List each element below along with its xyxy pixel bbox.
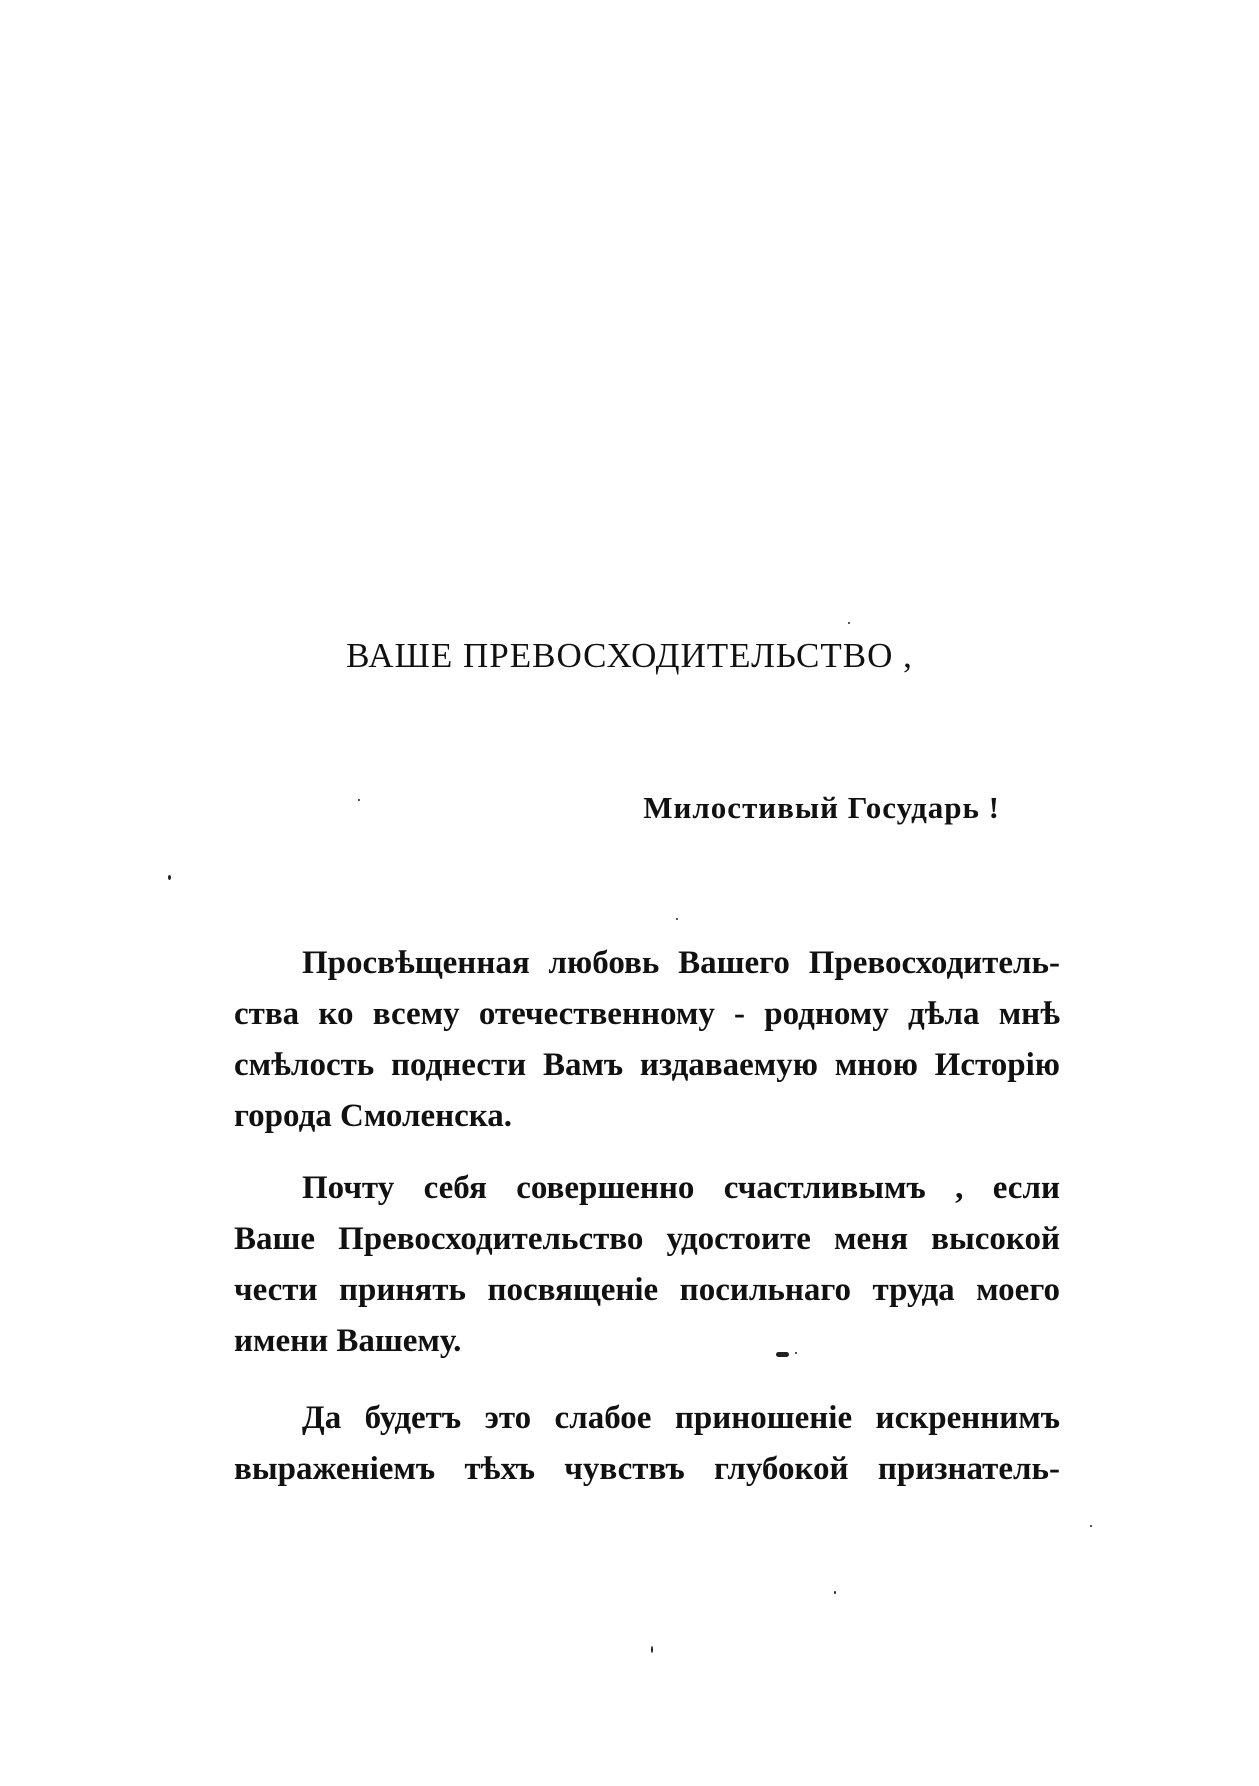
- scan-speck: [1090, 1525, 1092, 1527]
- scan-speck: [795, 1352, 797, 1354]
- paragraph-line: Просвѣщенная любовь Вашего Превосходитель-: [302, 945, 1060, 981]
- paragraph-line: смѣлость поднести Вамъ издаваемую мною Исторію: [234, 1047, 1060, 1083]
- paragraph-line: имени Вашему.: [234, 1323, 462, 1359]
- scan-speck: [676, 918, 678, 920]
- scan-speck: [834, 1591, 836, 1594]
- paragraph-line: чести принять посвященіе посильнаго труда моего: [234, 1272, 1060, 1308]
- paragraph-line: Почту себя совершенно счастливымъ , если: [302, 1170, 1060, 1206]
- paragraph-line: Ваше Превосходительство удостоите меня высокой: [234, 1221, 1060, 1257]
- scan-speck: [651, 1646, 653, 1653]
- paragraph-line: ства ко всему отечественному - родному дѣла мнѣ: [234, 996, 1060, 1032]
- scan-speck: [776, 1352, 789, 1357]
- paragraph-2: [234, 1163, 1060, 1367]
- scan-speck: [848, 622, 850, 624]
- paragraph-line: выраженіемъ тѣхъ чувствъ глубокой признатель-: [234, 1451, 1060, 1487]
- salutation: Милостивый Государь !: [643, 790, 1000, 825]
- paragraph-3: [234, 1393, 1060, 1495]
- scan-speck: [168, 875, 171, 880]
- scan-speck: [358, 799, 360, 801]
- dedication-title: ВАШЕ ПРЕВОСХОДИТЕЛЬСТВО ,: [346, 636, 913, 675]
- paragraph-line: Да будетъ это слабое приношеніе искреннимъ: [302, 1400, 1060, 1436]
- paragraph-1: [234, 938, 1060, 1142]
- paragraph-line: города Смоленска.: [234, 1098, 513, 1134]
